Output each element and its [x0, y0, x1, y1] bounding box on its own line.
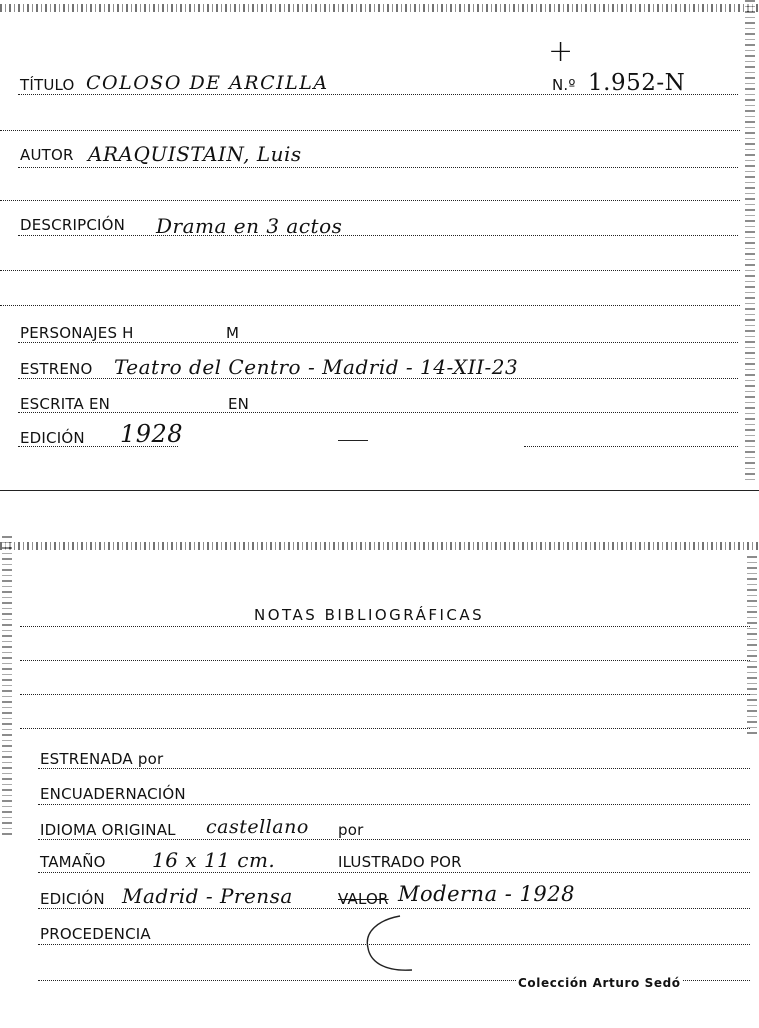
numero-label: N.º: [552, 76, 576, 94]
card-top-edge: [0, 542, 759, 550]
card-right-edge: [747, 556, 757, 736]
card-right-edge: [745, 0, 755, 480]
valor-value: Moderna - 1928: [398, 882, 575, 906]
numero-value: 1.952-N: [588, 70, 686, 96]
idioma-label: IDIOMA ORIGINAL: [40, 821, 176, 839]
titulo-label: TÍTULO: [20, 76, 75, 94]
titulo-value: COLOSO DE ARCILLA: [86, 72, 329, 94]
encuadernacion-label: ENCUADERNACIÓN: [40, 785, 186, 803]
procedencia-label: PROCEDENCIA: [40, 925, 151, 943]
notas-heading: NOTAS BIBLIOGRÁFICAS: [254, 606, 485, 624]
rule-line: [20, 728, 750, 729]
rule-line: [18, 342, 738, 343]
edicion-label: EDICIÓN: [20, 429, 85, 447]
descripcion-label: DESCRIPCIÓN: [20, 216, 126, 234]
edicion-value: 1928: [120, 420, 184, 448]
rule-line: [38, 908, 750, 909]
rule-line: [0, 305, 740, 306]
edicion-value: Madrid - Prensa: [122, 884, 293, 908]
rule-line: [18, 235, 738, 236]
rule-line: [18, 378, 738, 379]
valor-label: VALOR: [338, 890, 389, 908]
tamano-label: TAMAÑO: [40, 853, 106, 871]
card-top-edge: [0, 4, 759, 12]
rule-line: [20, 626, 750, 627]
rule-line: [38, 804, 750, 805]
personajes-m-label: M: [226, 324, 240, 342]
personajes-label: PERSONAJES H: [20, 324, 134, 342]
escrita-en-label: EN: [228, 395, 250, 413]
ilustrado-label: ILUSTRADO POR: [338, 853, 462, 871]
estreno-value: Teatro del Centro - Madrid - 14-XII-23: [114, 355, 519, 379]
idioma-value: castellano: [206, 816, 309, 838]
cross-mark: +: [548, 34, 574, 69]
rule-line: [38, 768, 750, 769]
rule-line: [0, 130, 740, 131]
coleccion-label: Colección Arturo Sedó: [518, 976, 681, 990]
rule-line: [18, 446, 178, 447]
descripcion-value: Drama en 3 actos: [156, 214, 343, 238]
pen-stroke: [338, 440, 368, 441]
rule-line: [18, 94, 738, 95]
rule-line: [524, 446, 738, 447]
autor-label: AUTOR: [20, 146, 74, 164]
rule-line: [38, 839, 750, 840]
rule-line: [18, 412, 738, 413]
catalog-card-main: [0, 0, 759, 500]
rule-line: [20, 660, 750, 661]
estreno-label: ESTRENO: [20, 360, 93, 378]
rule-line: [0, 270, 740, 271]
rule-line: [20, 694, 750, 695]
rule-line: [0, 200, 740, 201]
por-label: por: [338, 821, 364, 839]
edicion-label: EDICIÓN: [40, 890, 105, 908]
estrenada-label: ESTRENADA por: [40, 750, 164, 768]
autor-value: ARAQUISTAIN, Luis: [88, 142, 302, 166]
rule-line: [18, 167, 738, 168]
rule-line: [38, 872, 750, 873]
card-left-edge: [2, 536, 12, 836]
escrita-label: ESCRITA EN: [20, 395, 111, 413]
card-bottom-edge: [0, 490, 759, 491]
pen-scribble: [360, 912, 420, 978]
tamano-value: 16 x 11 cm.: [152, 848, 276, 872]
catalog-card-notes: [0, 536, 759, 1028]
